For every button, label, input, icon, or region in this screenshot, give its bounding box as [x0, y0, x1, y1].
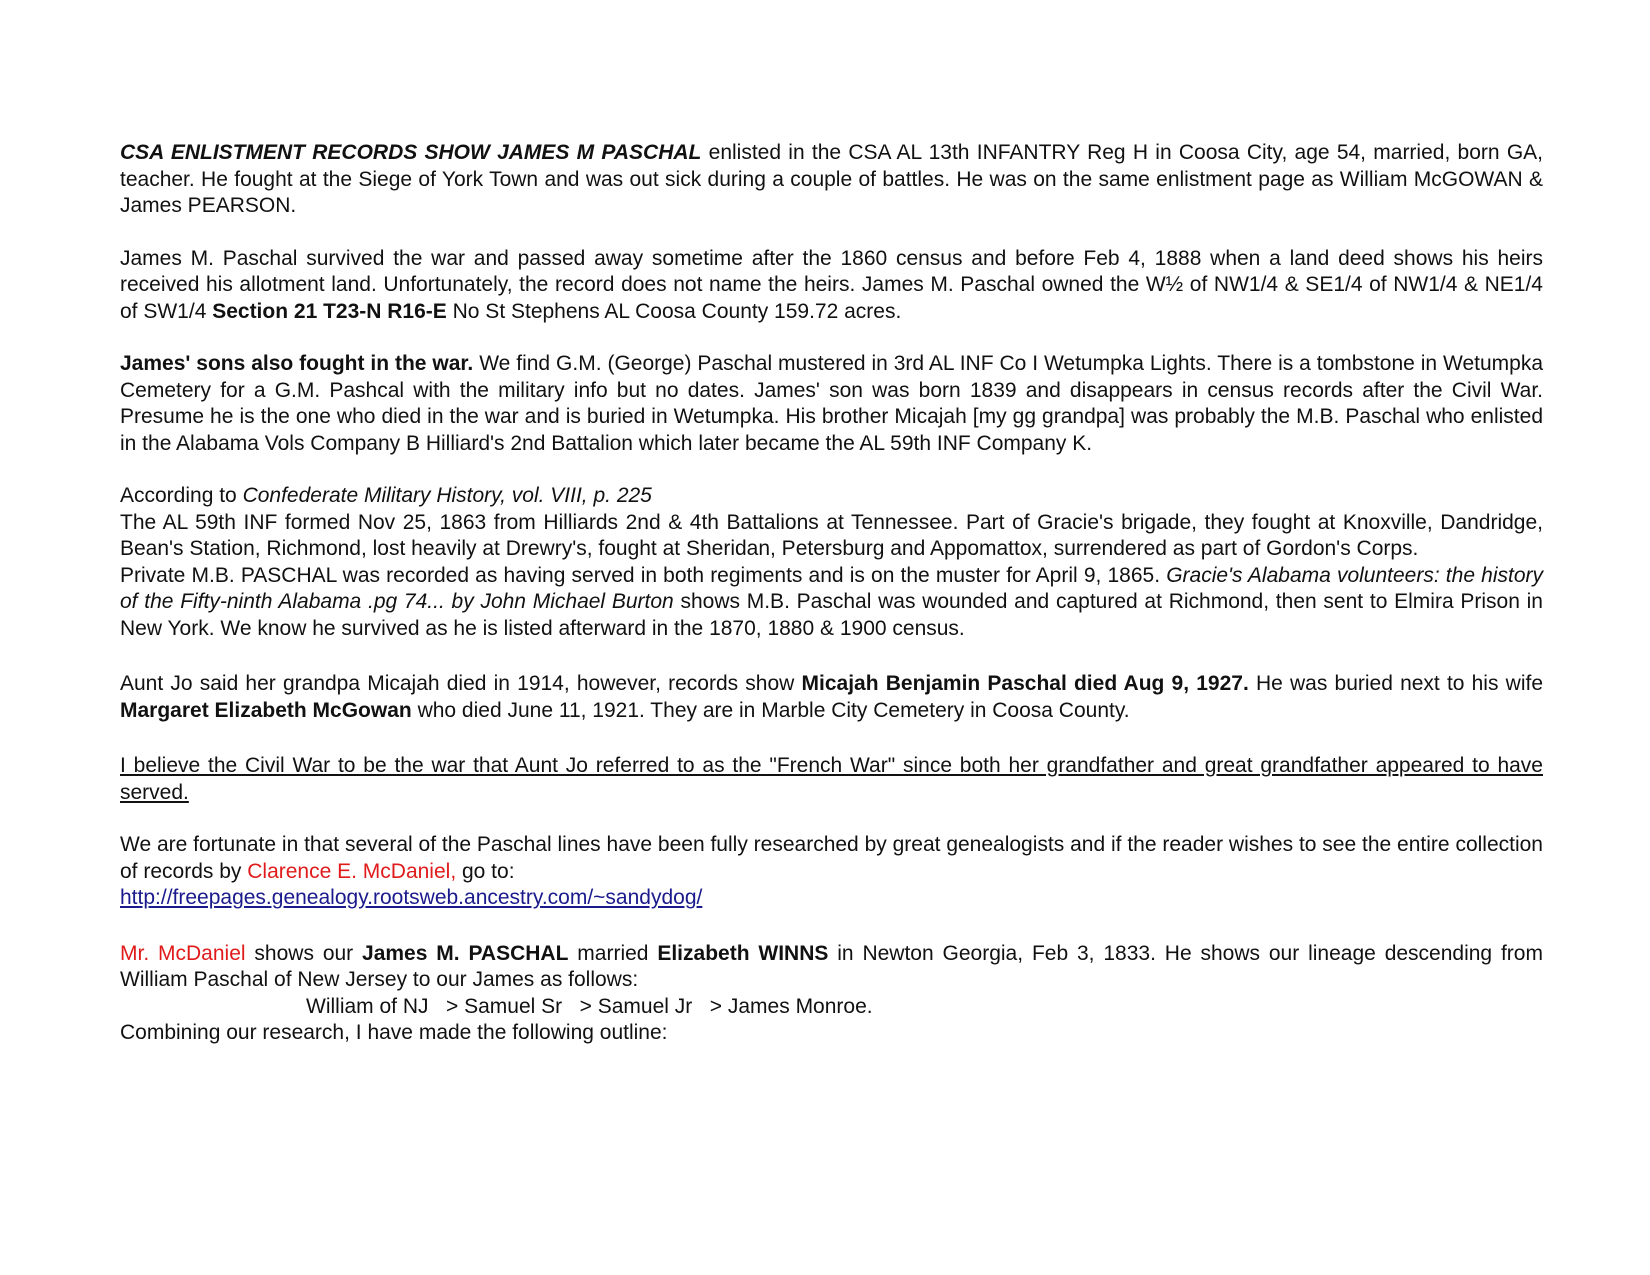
lineage-text-2: married: [568, 941, 658, 965]
micajah-text-2: He was buried next to his wife: [1248, 672, 1543, 695]
paragraph-survived: [120, 246, 1543, 326]
micajah-death: Micajah Benjamin Paschal died Aug 9, 1927.: [801, 672, 1249, 695]
link-line: [120, 885, 1543, 912]
according-prefix: According to: [120, 484, 243, 507]
paragraph-mcdaniel-research: [120, 832, 1543, 912]
enlistment-heading: CSA ENLISTMENT RECORDS SHOW JAMES M PASCHAL: [120, 141, 702, 164]
section-59th-inf: [120, 483, 1543, 642]
book-title: Gracie's Alabama volunteers: the history of the Fifty-ninth Alabama .pg 74... by John Michael Burton: [120, 563, 1543, 613]
paragraph-micajah: [120, 671, 1543, 724]
mcdaniel-name: Clarence E. McDaniel,: [247, 859, 457, 883]
rootsweb-link[interactable]: http://freepages.genealogy.rootsweb.ancestry.com/~sandydog/: [120, 886, 703, 909]
paragraph-lineage: [120, 941, 1543, 1047]
paragraph-enlistment: [120, 140, 1543, 220]
paragraph-sons: [120, 351, 1543, 457]
paragraph-french-war: I believe the Civil War to be the war that Aunt Jo referred to as the "French War" since both her grandfather and great grandfather appeared to have served.: [120, 754, 1543, 804]
research-text: [120, 832, 1543, 885]
lineage-text-3: in Newton Georgia, Feb 3, 1833. He shows our lineage descending from William Paschal of New Jersey to our James as follows:: [120, 941, 1543, 991]
research-text-1: We are fortunate in that several of the Paschal lines have been fully researched by great genealogists and if the reader wishes to see the entire collection of records by: [120, 833, 1543, 883]
survived-tail: No St Stephens AL Coosa County 159.72 acres.: [446, 299, 902, 323]
micajah-text-1: Aunt Jo said her grandpa Micajah died in 1914, however, records show: [120, 672, 802, 695]
research-text-2: go to:: [456, 859, 515, 883]
micajah-text-3: who died June 11, 1921. They are in Marble City Cemetery in Coosa County.: [411, 698, 1130, 722]
private-paragraph: [120, 563, 1543, 643]
private-tail: shows M.B. Paschal was wounded and captured at Richmond, then sent to Elmira Prison in New York. We know he survived as he is listed afterward in the 1870, 1880 & 1900 census.: [120, 590, 1543, 640]
document-page: [120, 140, 1543, 1047]
according-source: Confederate Military History, vol. VIII, p. 225: [242, 484, 652, 507]
formed-paragraph: The AL 59th INF formed Nov 25, 1863 from Hilliards 2nd & 4th Battalions at Tennessee. Part of Gracie's brigade, they fought at Knoxville, Dandridge, Bean's Station, Richmond, lost heavily at Drewry's, fought at Sheridan, Petersburg and Appomattox, surrendered as part of Gordon's Corps.: [120, 510, 1543, 560]
wife-name: Margaret Elizabeth McGowan: [120, 698, 412, 722]
closing-line: Combining our research, I have made the following outline:: [120, 1021, 668, 1044]
mr-mcdaniel: Mr. McDaniel: [120, 941, 246, 965]
sons-text: We find G.M. (George) Paschal mustered in 3rd AL INF Co I Wetumpka Lights. There is a tombstone in Wetumpka Cemetery for a G.M. Pashcal with the military info but no dates. James' son was born 1839 and disappears in census records after the Civil War. Presume he is the one who died in the war and is buried in Wetumpka. His brother Micajah [my gg grandpa] was probably the M.B. Paschal who enlisted in the Alabama Vols Company B Hilliard's 2nd Battalion which later became the AL 59th INF Company K.: [120, 352, 1544, 455]
lineage-text-1: shows our: [245, 941, 363, 965]
according-line: [120, 483, 1543, 510]
land-section: Section 21 T23-N R16-E: [212, 299, 447, 323]
sons-heading: James' sons also fought in the war.: [120, 352, 474, 375]
james-name: James M. PASCHAL: [362, 941, 569, 965]
enlistment-text: enlisted in the CSA AL 13th INFANTRY Reg H in Coosa City, age 54, married, born GA, teacher. He fought at the Siege of York Town and was out sick during a couple of battles. He was on the same enlistment page as William McGOWAN & James PEARSON.: [120, 141, 1544, 217]
lineage-chain: William of NJ > Samuel Sr > Samuel Jr > James Monroe.: [306, 994, 873, 1018]
survived-text: James M. Paschal survived the war and passed away sometime after the 1860 census and before Feb 4, 1888 when a land deed shows his heirs received his allotment land. Unfortunately, the record does not name the heirs. James M. Paschal owned the W½ of NW1/4 & SE1/4 of NW1/4 & NE1/4 of SW1/4: [120, 246, 1543, 323]
lineage-intro: [120, 941, 1543, 994]
private-text: Private M.B. PASCHAL was recorded as having served in both regiments and is on the muster for April 9, 1865.: [120, 563, 1167, 587]
elizabeth-name: Elizabeth WINNS: [657, 941, 829, 965]
